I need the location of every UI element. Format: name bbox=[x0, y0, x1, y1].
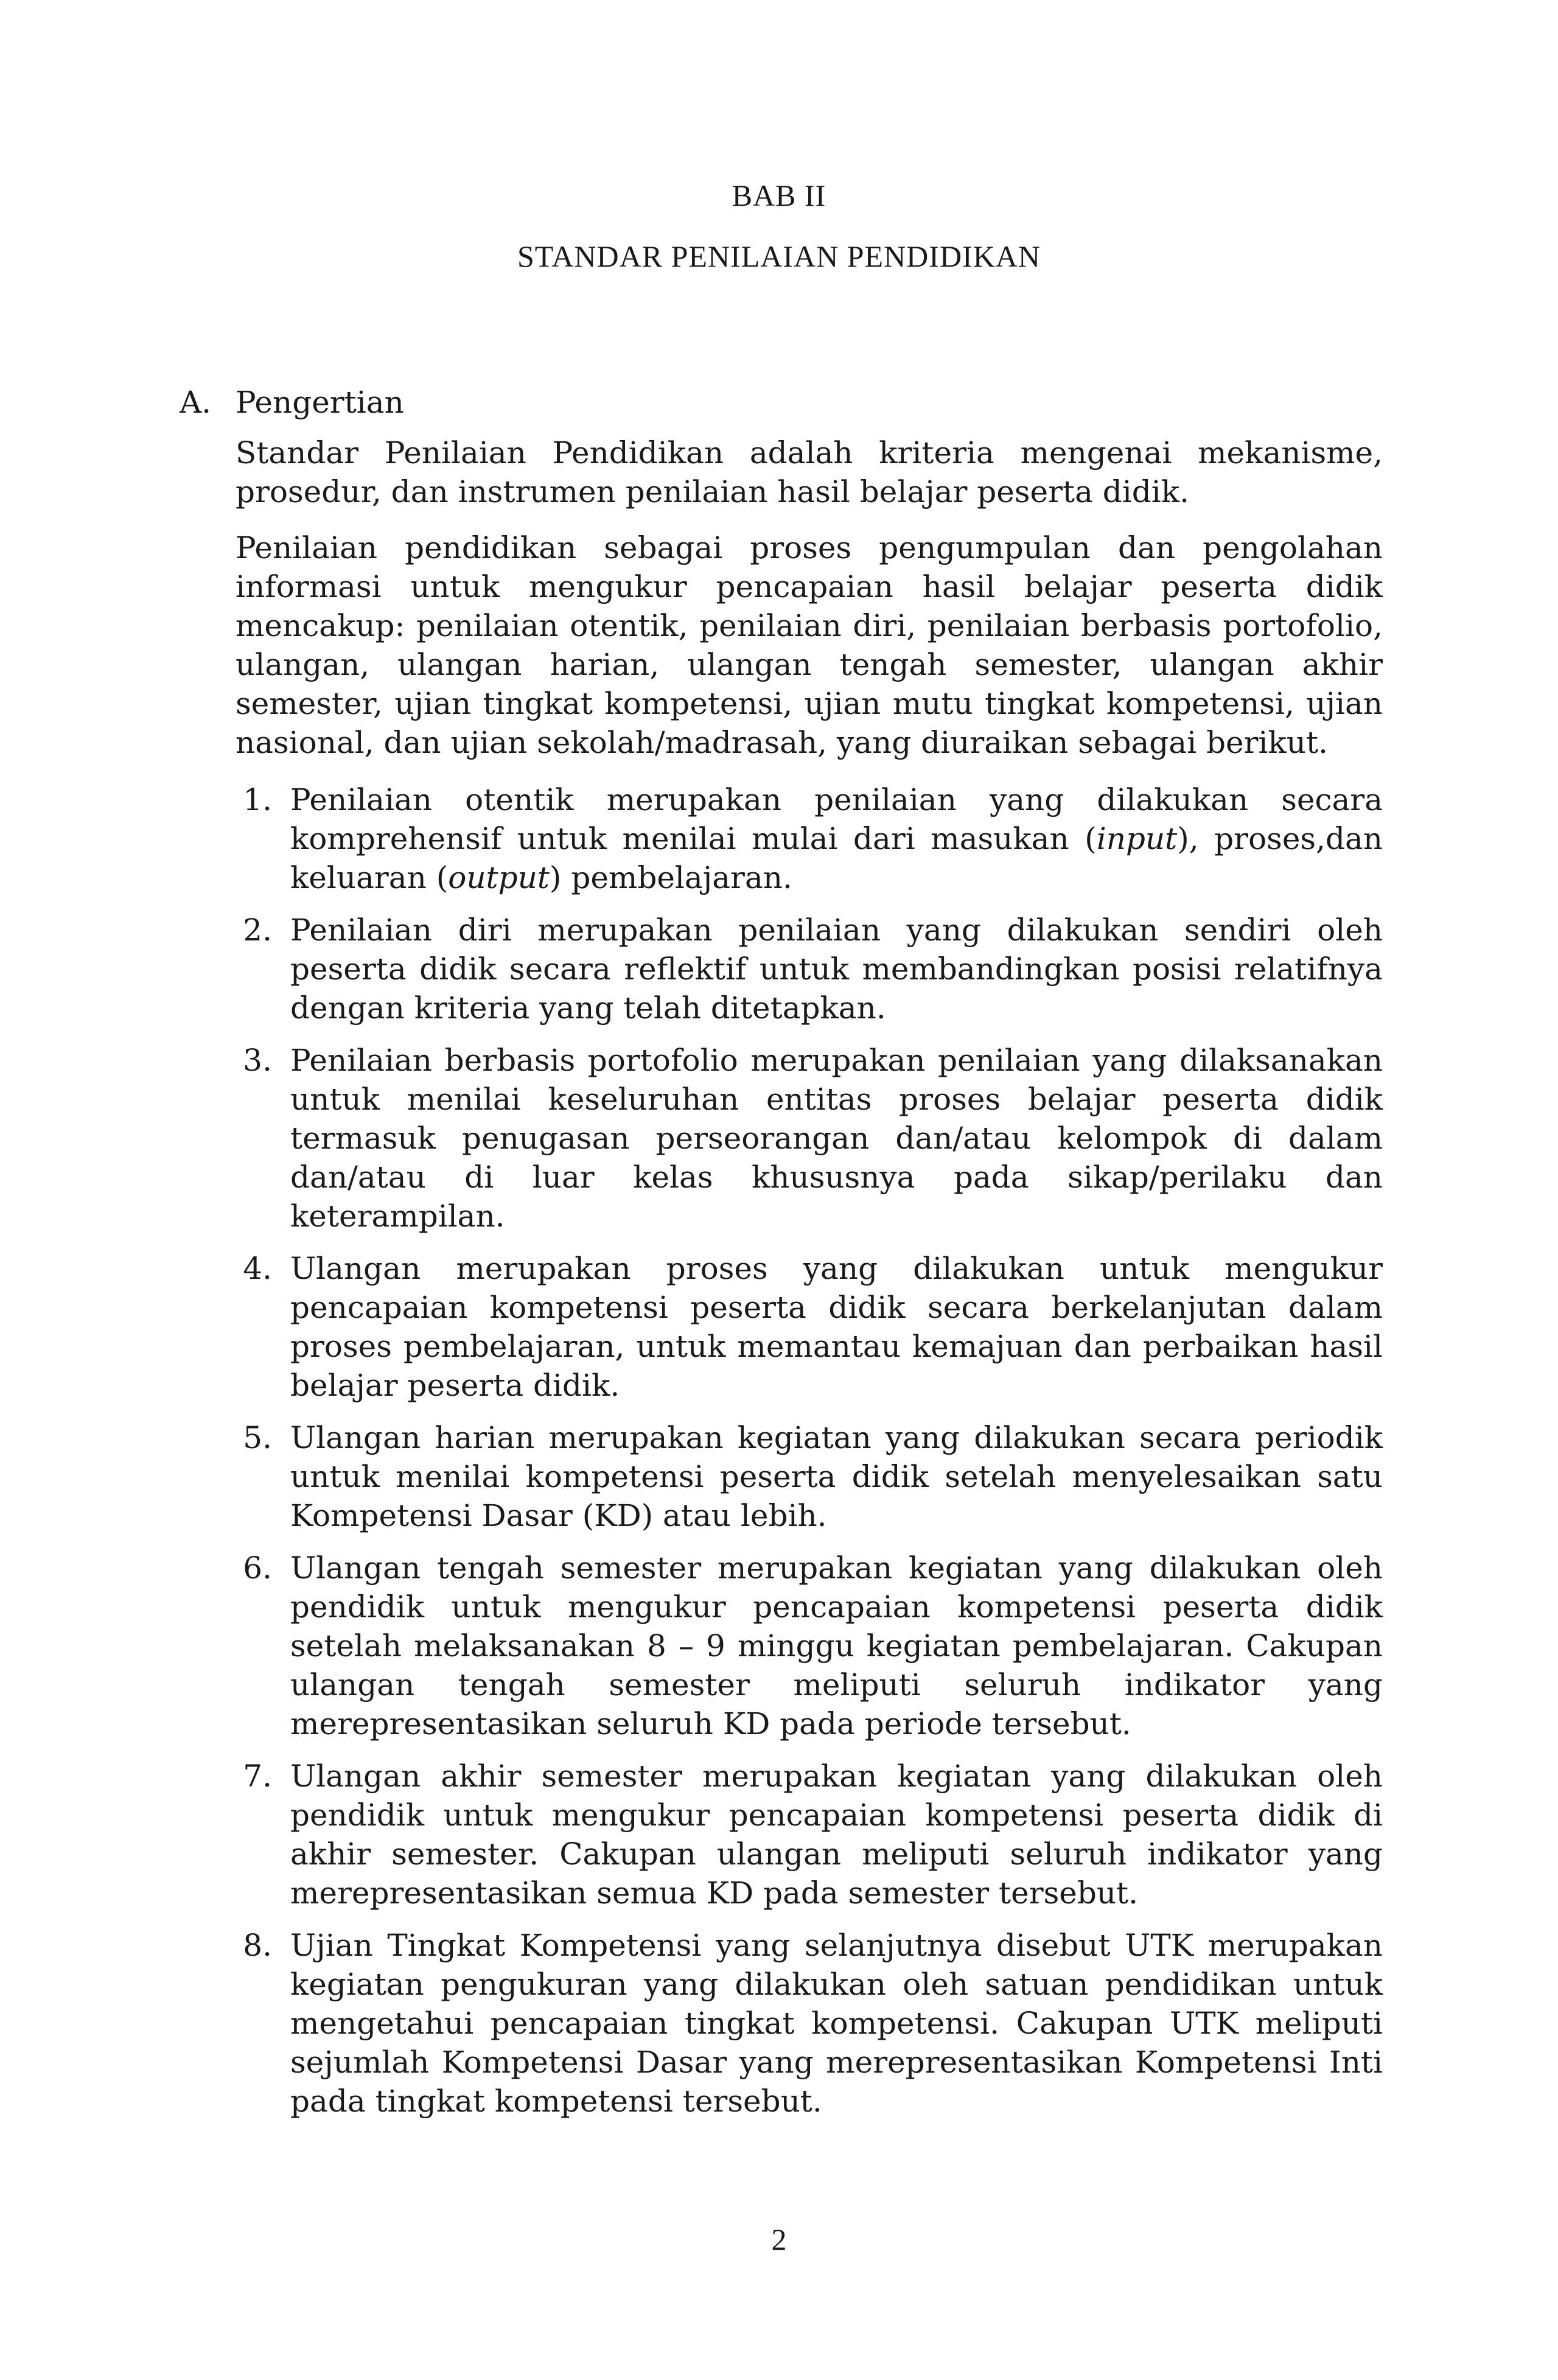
list-item-text: Penilaian diri merupakan penilaian yang dilakukan sendiri oleh peserta didik secara reflektif untuk membandingkan posisi relatifnya dengan kriteria yang telah ditetapkan. bbox=[290, 912, 1383, 1026]
list-item bbox=[236, 780, 1383, 897]
paragraph-scope: Penilaian pendidikan sebagai proses pengumpulan dan pengolahan informasi untuk mengukur pencapaian hasil belajar peserta didik mencakup: penilaian otentik, penilaian diri, penilaian berbasis portofolio, ulangan, ulangan harian, ulangan tengah semester, ulangan akhir semester, ujian tingkat kompetensi, ujian mutu tingkat kompetensi, ujian nasional, dan ujian sekolah/madrasah, yang diuraikan sebagai berikut. bbox=[236, 530, 1383, 760]
chapter-heading: BAB II bbox=[732, 178, 826, 212]
section-title: Pengertian bbox=[236, 385, 404, 420]
list-item-text: Ulangan akhir semester merupakan kegiatan yang dilakukan oleh pendidik untuk mengukur pencapaian kompetensi peserta didik di akhir semester. Cakupan ulangan meliputi seluruh indikator yang merepresentasikan semua KD pada semester tersebut. bbox=[290, 1759, 1383, 1911]
list-item bbox=[236, 1249, 1383, 1405]
list-item bbox=[236, 911, 1383, 1027]
list-item bbox=[236, 1041, 1383, 1236]
page-number: 2 bbox=[771, 2222, 787, 2256]
list-item-text: Ulangan tengah semester merupakan kegiatan yang dilakukan oleh pendidik untuk mengukur pencapaian kompetensi peserta didik setelah melaksanakan 8 – 9 minggu kegiatan pembelajaran. Cakupan ulangan tengah semester meliputi seluruh indikator yang merepresentasikan seluruh KD pada periode tersebut. bbox=[290, 1550, 1383, 1741]
list-item-number: 2. bbox=[243, 912, 272, 948]
list-item bbox=[236, 1757, 1383, 1913]
list-item-number: 4. bbox=[243, 1251, 272, 1286]
list-item-text: Penilaian berbasis portofolio merupakan penilaian yang dilaksanakan untuk menilai keseluruhan entitas proses belajar peserta didik termasuk penugasan perseorangan dan/atau kelompok di dalam dan/atau di luar kelas khususnya pada sikap/perilaku dan keterampilan. bbox=[290, 1043, 1383, 1234]
list-item-text bbox=[290, 782, 1383, 895]
italic-term: output bbox=[448, 860, 550, 895]
list-item-text: Ulangan harian merupakan kegiatan yang dilakukan secara periodik untuk menilai kompetensi peserta didik setelah menyelesaikan satu Kompetensi Dasar (KD) atau lebih. bbox=[290, 1420, 1383, 1533]
list-item-number: 7. bbox=[243, 1759, 272, 1794]
list-item-text-part: ), proses,dan keluaran ( bbox=[290, 821, 1383, 895]
list-item-number: 5. bbox=[243, 1420, 272, 1455]
list-item-text: Ulangan merupakan proses yang dilakukan untuk mengukur pencapaian kompetensi peserta didik secara berkelanjutan dalam proses pembelajaran, untuk memantau kemajuan dan perbaikan hasil belajar peserta didik. bbox=[290, 1251, 1383, 1403]
section-letter: A. bbox=[180, 385, 212, 420]
list-item-number: 1. bbox=[243, 782, 272, 817]
italic-term: input bbox=[1096, 821, 1178, 856]
list-item-text-part: Penilaian otentik merupakan penilaian yang dilakukan secara komprehensif untuk menilai mulai dari masukan ( bbox=[290, 782, 1383, 856]
chapter-title: STANDAR PENILAIAN PENDIDIKAN bbox=[517, 239, 1041, 273]
assessment-list bbox=[236, 780, 1383, 2134]
list-item bbox=[236, 1926, 1383, 2121]
list-item bbox=[236, 1418, 1383, 1535]
list-item-text-part: ) pembelajaran. bbox=[549, 860, 792, 895]
list-item-text: Ujian Tingkat Kompetensi yang selanjutnya disebut UTK merupakan kegiatan pengukuran yang dilakukan oleh satuan pendidikan untuk mengetahui pencapaian tingkat kompetensi. Cakupan UTK meliputi sejumlah Kompetensi Dasar yang merepresentasikan Kompetensi Inti pada tingkat kompetensi tersebut. bbox=[290, 1928, 1383, 2119]
list-item bbox=[236, 1549, 1383, 1743]
list-item-number: 8. bbox=[243, 1928, 272, 1963]
list-item-number: 3. bbox=[243, 1043, 272, 1078]
section-heading bbox=[180, 385, 404, 420]
paragraph-definition: Standar Penilaian Pendidikan adalah kriteria mengenai mekanisme, prosedur, dan instrumen penilaian hasil belajar peserta didik. bbox=[236, 435, 1383, 509]
list-item-number: 6. bbox=[243, 1550, 272, 1586]
